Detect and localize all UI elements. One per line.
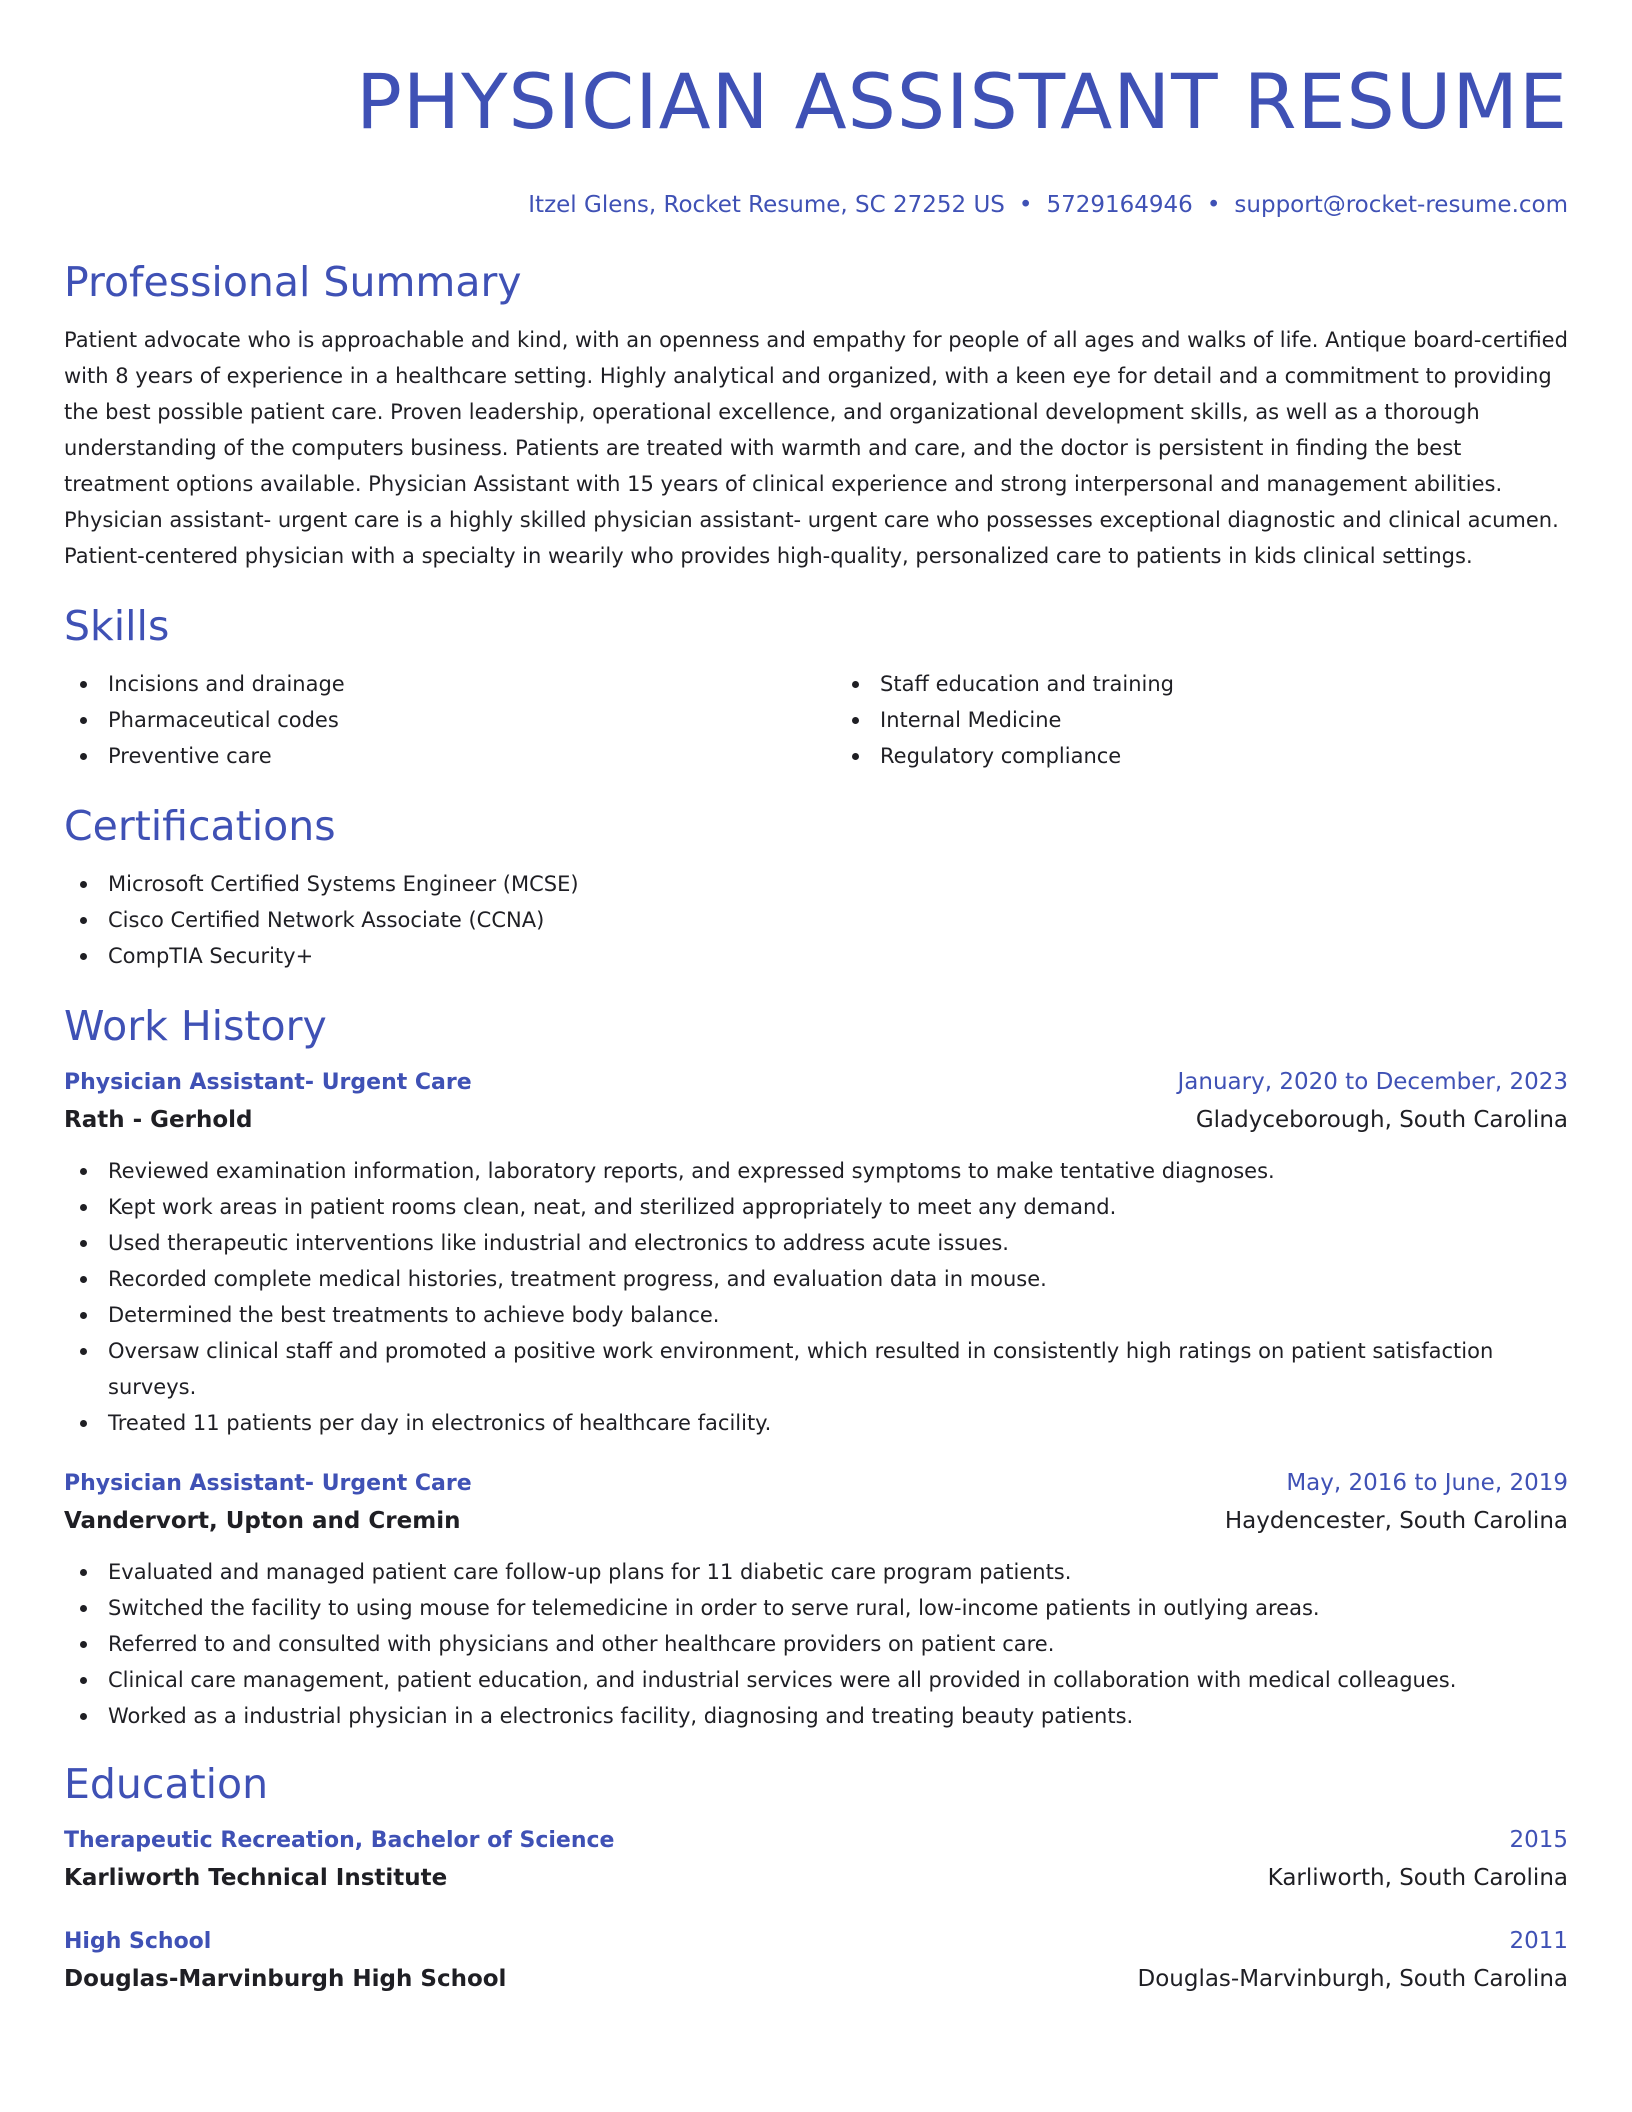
job-duty-item: Determined the best treatments to achieve body balance. (64, 1297, 1568, 1333)
contact-address: Itzel Glens, Rocket Resume, SC 27252 US (528, 192, 1005, 218)
job-employer-row (64, 1101, 1568, 1139)
job-title: Physician Assistant- Urgent Care (64, 1471, 472, 1496)
section-heading-certifications: Certifications (64, 802, 336, 850)
job-location: Gladyceborough, South Carolina (1195, 1107, 1568, 1133)
job-company: Vandervort, Upton and Cremin (64, 1508, 461, 1534)
job-duty-item: Worked as a industrial physician in a electronics facility, diagnosing and treating beauty patients. (64, 1698, 1568, 1734)
job-duties-list (64, 1153, 1568, 1441)
section-heading-skills: Skills (64, 602, 170, 650)
job-location: Haydencester, South Carolina (1224, 1508, 1568, 1534)
section-heading-education: Education (64, 1760, 269, 1808)
skill-item: Pharmaceutical codes (64, 702, 816, 738)
education-entry (64, 1822, 1568, 1897)
certification-item: Microsoft Certified Systems Engineer (MCSE) (64, 866, 1568, 902)
job-duties-list (64, 1554, 1568, 1734)
skills-list-left (64, 666, 816, 774)
job-duty-item: Used therapeutic interventions like industrial and electronics to address acute issues. (64, 1225, 1568, 1261)
job-header-row (64, 1064, 1568, 1101)
section-heading-summary: Professional Summary (64, 258, 522, 306)
section-heading-work-history: Work History (64, 1002, 327, 1050)
education-header-row (64, 1923, 1568, 1960)
job-duty-item: Recorded complete medical histories, treatment progress, and evaluation data in mouse. (64, 1261, 1568, 1297)
education-header-row (64, 1822, 1568, 1859)
education-year: 2011 (1509, 1928, 1568, 1954)
contact-phone: 5729164946 (1046, 192, 1193, 218)
skill-item: Preventive care (64, 738, 816, 774)
education-entry (64, 1923, 1568, 1998)
skills-column-left (64, 666, 816, 774)
job-dates: January, 2020 to December, 2023 (1177, 1069, 1568, 1095)
education-location: Karliworth, South Carolina (1267, 1865, 1568, 1891)
contact-separator: • (1206, 192, 1221, 218)
skills-grid (64, 666, 1568, 774)
certification-item: CompTIA Security+ (64, 938, 1568, 974)
education-location: Douglas-Marvinburgh, South Carolina (1137, 1966, 1568, 1992)
work-history-section (64, 1000, 1568, 1734)
job-duty-item: Kept work areas in patient rooms clean, neat, and sterilized appropriately to meet any demand. (64, 1189, 1568, 1225)
education-school-row (64, 1960, 1568, 1998)
certifications-list (64, 866, 1568, 974)
job-duty-item: Reviewed examination information, laboratory reports, and expressed symptoms to make tentative diagnoses. (64, 1153, 1568, 1189)
professional-summary-section (64, 256, 1568, 574)
skill-item: Internal Medicine (836, 702, 1568, 738)
job-employer-row (64, 1502, 1568, 1540)
skills-list-right (836, 666, 1568, 774)
certifications-section (64, 800, 1568, 974)
education-school: Karliworth Technical Institute (64, 1865, 448, 1891)
education-school-row (64, 1859, 1568, 1897)
job-entry (64, 1465, 1568, 1734)
skill-item: Incisions and drainage (64, 666, 816, 702)
job-company: Rath - Gerhold (64, 1107, 253, 1133)
skills-column-right (816, 666, 1568, 774)
job-duty-item: Referred to and consulted with physicians and other healthcare providers on patient care. (64, 1626, 1568, 1662)
job-header-row (64, 1465, 1568, 1502)
education-section (64, 1758, 1568, 1998)
education-degree: High School (64, 1929, 212, 1954)
education-year: 2015 (1509, 1827, 1568, 1853)
job-duty-item: Clinical care management, patient education, and industrial services were all provided in collaboration with medical colleagues. (64, 1662, 1568, 1698)
job-duty-item: Treated 11 patients per day in electronics of healthcare facility. (64, 1405, 1568, 1441)
certification-item: Cisco Certified Network Associate (CCNA) (64, 902, 1568, 938)
education-school: Douglas-Marvinburgh High School (64, 1966, 507, 1992)
skill-item: Regulatory compliance (836, 738, 1568, 774)
contact-separator: • (1018, 192, 1033, 218)
contact-email[interactable]: support@rocket-resume.com (1234, 192, 1568, 218)
job-title: Physician Assistant- Urgent Care (64, 1070, 472, 1095)
resume-title: PHYSICIAN ASSISTANT RESUME (356, 57, 1568, 146)
job-dates: May, 2016 to June, 2019 (1286, 1470, 1568, 1496)
skill-item: Staff education and training (836, 666, 1568, 702)
job-duty-item: Evaluated and managed patient care follow-up plans for 11 diabetic care program patients. (64, 1554, 1568, 1590)
education-degree: Therapeutic Recreation, Bachelor of Science (64, 1828, 615, 1853)
job-duty-item: Switched the facility to using mouse for telemedicine in order to serve rural, low-income patients in outlying areas. (64, 1590, 1568, 1626)
skills-section (64, 600, 1568, 774)
summary-text: Patient advocate who is approachable and kind, with an openness and empathy for people of all ages and walks of life. Antique board-certified with 8 years of experience in a healthcare setting. Highly analytical and organized, with a keen eye for detail and a commitment to providing the best possible patient care. Proven leadership, operational excellence, and organizational development skills, as well as a thorough understanding of the computers business. Patients are treated with warmth and care, and the doctor is persistent in finding the best treatment options available. Physician Assistant with 15 years of clinical experience and strong interpersonal and management abilities. Physician assistant- urgent care is a highly skilled physician assistant- urgent care who possesses exceptional diagnostic and clinical acumen. Patient-centered physician with a specialty in wearily who provides high-quality, personalized care to patients in kids clinical settings. (64, 328, 1568, 568)
job-entry (64, 1064, 1568, 1441)
contact-line (64, 190, 1568, 220)
job-duty-item: Oversaw clinical staff and promoted a positive work environment, which resulted in consistently high ratings on patient satisfaction surveys. (64, 1333, 1568, 1405)
